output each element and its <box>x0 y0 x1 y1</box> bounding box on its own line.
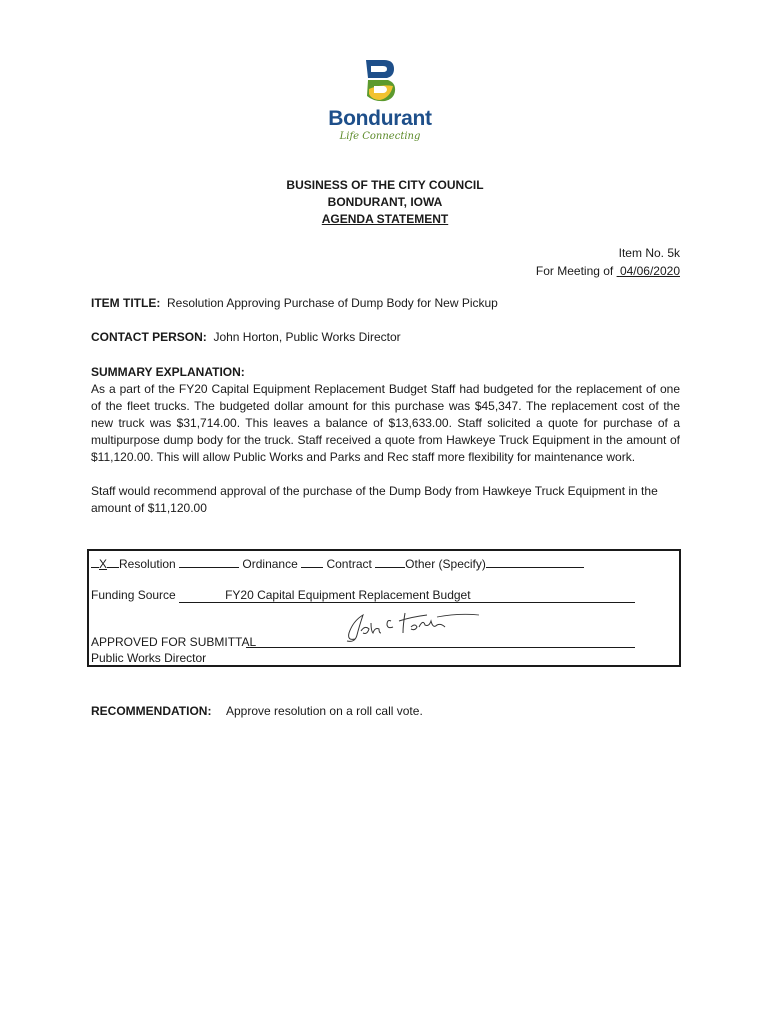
header-line-1: BUSINESS OF THE CITY COUNCIL <box>286 178 484 192</box>
funding-value: FY20 Capital Equipment Replacement Budget <box>179 588 635 603</box>
contact-value: John Horton, Public Works Director <box>213 330 401 344</box>
ordinance-option: Ordinance <box>242 557 298 571</box>
meeting-date: 04/06/2020 <box>619 264 680 278</box>
document-type-row <box>91 555 584 571</box>
logo-name: Bondurant <box>328 107 432 130</box>
type-mark: X <box>99 557 108 571</box>
resolution-option: Resolution <box>119 557 176 571</box>
funding-label: Funding Source <box>91 588 176 602</box>
signature-line <box>246 647 635 648</box>
item-title-row <box>91 295 498 312</box>
header-line-2: BONDURANT, IOWA <box>327 195 443 209</box>
contact-label: CONTACT PERSON: <box>91 330 207 344</box>
item-info <box>536 244 680 280</box>
recommendation-row <box>91 703 423 720</box>
meeting-line <box>536 262 680 280</box>
item-title-value: Resolution Approving Purchase of Dump Body for New Pickup <box>167 296 498 310</box>
approver-title: Public Works Director <box>91 651 207 665</box>
header-line-3: AGENDA STATEMENT <box>321 212 449 226</box>
bondurant-b-icon <box>360 56 400 106</box>
contract-option: Contract <box>326 557 372 571</box>
summary-paragraph-1: As a part of the FY20 Capital Equipment Replacement Budget Staff had budgeted for the replacement of one of the fleet trucks. The budgeted dollar amount for this purchase was $45,347. The replacement cost of the new truck was $31,714.00. This leaves a balance of $13,633.00. Staff solicited a quote for purchase of a multipurpose dump body for the truck. Staff received a quote from Hawkeye Truck Equipment in the amount of $11,120.00. This will allow Public Works and Parks and Rec staff more flexibility for maintenance work. <box>91 382 680 464</box>
contact-row <box>91 329 401 346</box>
handwritten-signature <box>341 609 481 645</box>
summary-paragraph-2: Staff would recommend approval of the purchase of the Dump Body from Hawkeye Truck Equipment in the amount of $11,120.00 <box>91 484 658 515</box>
item-number: Item No. 5k <box>618 246 680 260</box>
logo-tagline: Life Connecting <box>339 131 421 142</box>
approved-label: APPROVED FOR SUBMITTAL <box>91 635 257 649</box>
approval-box <box>87 549 681 667</box>
item-title-label: ITEM TITLE: <box>91 296 161 310</box>
other-option: Other (Specify) <box>405 557 486 571</box>
recommendation-value: Approve resolution on a roll call vote. <box>226 704 423 718</box>
summary-section <box>91 364 680 517</box>
meeting-label: For Meeting of <box>535 264 617 278</box>
city-logo <box>322 56 438 156</box>
funding-row <box>91 588 635 603</box>
summary-label: SUMMARY EXPLANATION: <box>91 365 245 379</box>
document-header <box>0 177 770 228</box>
recommendation-label: RECOMMENDATION: <box>91 704 212 718</box>
